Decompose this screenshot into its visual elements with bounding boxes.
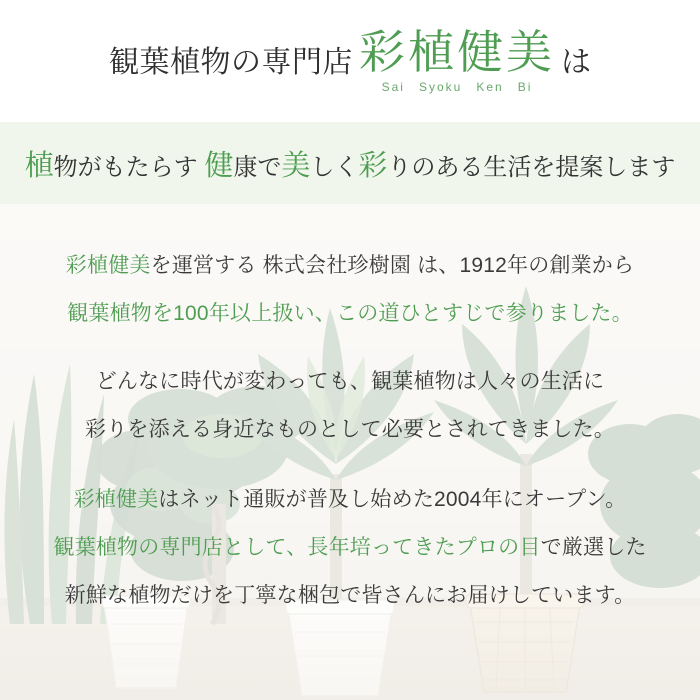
subheadline-segment-5: しく — [310, 153, 359, 181]
copy-run-1-0: 観葉植物の専門店として、長年培ってきたプロの目 — [53, 536, 541, 559]
brand-name-romaji — [382, 80, 533, 94]
subheadline-segment-2: 健 — [204, 149, 234, 182]
brand-lockup — [359, 25, 555, 95]
body-copy — [0, 204, 700, 700]
romaji-sai: Sai — [381, 80, 405, 95]
paragraph-philosophy — [24, 358, 676, 454]
romaji-bi: Bi — [517, 80, 533, 95]
copy-line — [24, 358, 676, 406]
copy-line — [24, 290, 676, 338]
copy-run-2-0: 新鮮な植物だけを丁寧な梱包で皆さんにお届けしています。 — [64, 584, 636, 607]
copy-run-0-1: はネット通販が普及し始めた2004年にオープン。 — [158, 488, 627, 511]
brand-name-kanji: 彩植健美 — [359, 25, 555, 78]
subheadline-segment-0: 植 — [24, 149, 54, 182]
headline-block — [0, 0, 700, 122]
copy-run-0-0: どんなに時代が変わっても、観葉植物は人々の生活に — [95, 370, 605, 393]
copy-run-1-1: で厳選した — [540, 536, 647, 559]
copy-line — [24, 524, 676, 572]
copy-line — [24, 572, 676, 620]
subheadline-bar — [0, 122, 700, 204]
paragraph-shop — [24, 476, 676, 620]
copy-run-0-0: 彩植健美 — [65, 254, 151, 277]
romaji-ken: Ken — [476, 80, 504, 95]
copy-run-0-1: を運営する 株式会社珍樹園 は、1912年の創業から — [150, 254, 635, 277]
subheadline-segment-7: りのある生活を提案します — [387, 153, 676, 181]
romaji-syoku: Syoku — [418, 80, 463, 95]
subheadline-segment-1: 物がもたらす — [53, 153, 205, 181]
paragraph-history — [24, 242, 676, 338]
headline-tail-text: は — [561, 46, 591, 80]
copy-line — [24, 476, 676, 524]
headline-lead-text: 観葉植物の専門店 — [109, 46, 353, 80]
subheadline-segment-6: 彩 — [358, 149, 388, 182]
copy-line — [24, 406, 676, 454]
subheadline-segment-3: 康で — [233, 153, 282, 181]
subheadline-segment-4: 美 — [281, 149, 311, 182]
copy-run-0-0: 彩植健美 — [73, 488, 159, 511]
headline-inner — [109, 25, 591, 95]
copy-run-1-0: 彩りを添える身近なものとして必要とされてきました。 — [85, 418, 615, 441]
subheadline-text — [25, 143, 676, 184]
copy-line — [24, 242, 676, 290]
copy-run-1-0: 観葉植物を100年以上扱い、この道ひとすじで参りました。 — [67, 302, 633, 325]
